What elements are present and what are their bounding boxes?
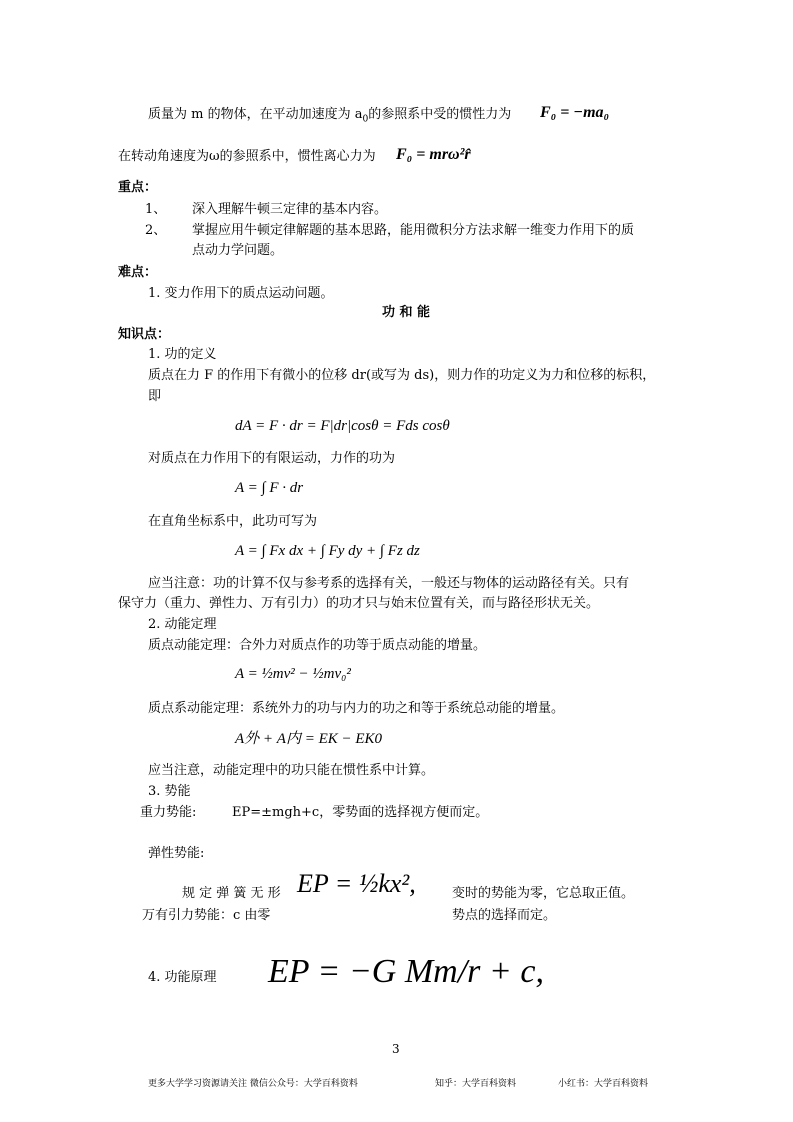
note-line2: 保守力（重力、弹性力、万有引力）的功才只与始末位置有关，而与路径形状无关。 xyxy=(118,596,600,611)
key-point-1-number: 1、 xyxy=(145,202,167,217)
formula-work-differential: dA = F · dr = F|dr|cosθ = Fds cosθ xyxy=(235,418,450,434)
heading-knowledge-points: 知识点： xyxy=(118,327,171,342)
text-centrifugal-force: 在转动角速度为ω的参照系中，惯性离心力为 xyxy=(118,149,376,164)
note-line1: 应当注意：功的计算不仅与参考系的选择有关，一般还与物体的运动路径有关。只有 xyxy=(148,576,630,591)
heading-difficulties: 难点： xyxy=(118,265,158,280)
formula-system-kinetic-theorem: A外 + A内 = EK − EK0 xyxy=(235,731,383,747)
footer-xiaohongshu: 小红书：大学百科资料 xyxy=(558,1079,649,1089)
cartesian-text: 在直角坐标系中，此功可写为 xyxy=(148,514,318,529)
section-title: 功 和 能 xyxy=(382,305,431,320)
topic-1-title: 1. 功的定义 xyxy=(148,347,217,362)
footer-zhihu: 知乎：大学百科资料 xyxy=(435,1079,517,1089)
topic-3-title: 3. 势能 xyxy=(148,784,191,799)
topic-4-title: 4. 功能原理 xyxy=(148,970,217,985)
system-kinetic-theorem-text: 质点系动能定理：系统外力的功与内力的功之和等于系统总动能的增量。 xyxy=(148,701,565,716)
work-definition-line1: 质点在力 F 的作用下有微小的位移 dr(或写为 ds)，则力作的功定义为力和位移的标积， xyxy=(148,368,656,383)
footer-wechat: 更多大学学习资源请关注 微信公众号：大学百科资料 xyxy=(148,1079,358,1089)
key-point-1: 深入理解牛顿三定律的基本内容。 xyxy=(192,202,388,217)
finite-motion-text: 对质点在力作用下的有限运动，力作的功为 xyxy=(148,451,396,466)
page-number: 3 xyxy=(392,1042,400,1056)
kinetic-theorem-text: 质点动能定理：合外力对质点作的功等于质点动能的增量。 xyxy=(148,638,487,653)
gravity-potential-label: 重力势能: xyxy=(140,805,197,820)
elastic-potential-label: 弹性势能: xyxy=(148,846,205,861)
work-definition-line2: 即 xyxy=(148,389,162,404)
gravitational-potential-text-right: 势点的选择而定。 xyxy=(452,908,557,923)
formula-elastic-potential: EP = ½kx², xyxy=(297,869,416,898)
formula-kinetic-theorem: A = ½mv² − ½mv₀² xyxy=(235,666,351,682)
key-point-2-number: 2、 xyxy=(145,223,167,238)
text-inertial-force-translational: 质量为 m 的物体，在平动加速度为 $a_0$的参照系中受的惯性力为 xyxy=(148,107,512,125)
topic-2-title: 2. 动能定理 xyxy=(148,617,217,632)
formula-work-integral: A = ∫ F · dr xyxy=(235,480,304,496)
formula-inertial-force: F₀ = −ma₀ xyxy=(540,104,610,121)
gravity-potential-formula: EP=±mgh+c，零势面的选择视方便而定。 xyxy=(232,805,489,820)
formula-gravitational-potential: EP = −G Mm/r + c, xyxy=(268,953,544,990)
formula-centrifugal-force: F₀ = mrω²r̂ xyxy=(396,146,471,163)
gravitational-potential-text-left: 万有引力势能：c 由零 xyxy=(142,908,271,923)
spring-text-right: 变时的势能为零，它总取正值。 xyxy=(452,886,635,901)
inertial-frame-note: 应当注意，动能定理中的功只能在惯性系中计算。 xyxy=(148,763,435,778)
difficulty-1: 1. 变力作用下的质点运动问题。 xyxy=(148,286,334,301)
heading-key-points: 重点： xyxy=(118,180,158,195)
key-point-2-line1: 掌握应用牛顿定律解题的基本思路，能用微积分方法求解一维变力作用下的质 xyxy=(192,223,635,238)
key-point-2-line2: 点动力学问题。 xyxy=(192,243,284,258)
spring-text-left: 规 定 弹 簧 无 形 xyxy=(182,886,281,901)
formula-work-cartesian: A = ∫ Fx dx + ∫ Fy dy + ∫ Fz dz xyxy=(235,543,420,559)
